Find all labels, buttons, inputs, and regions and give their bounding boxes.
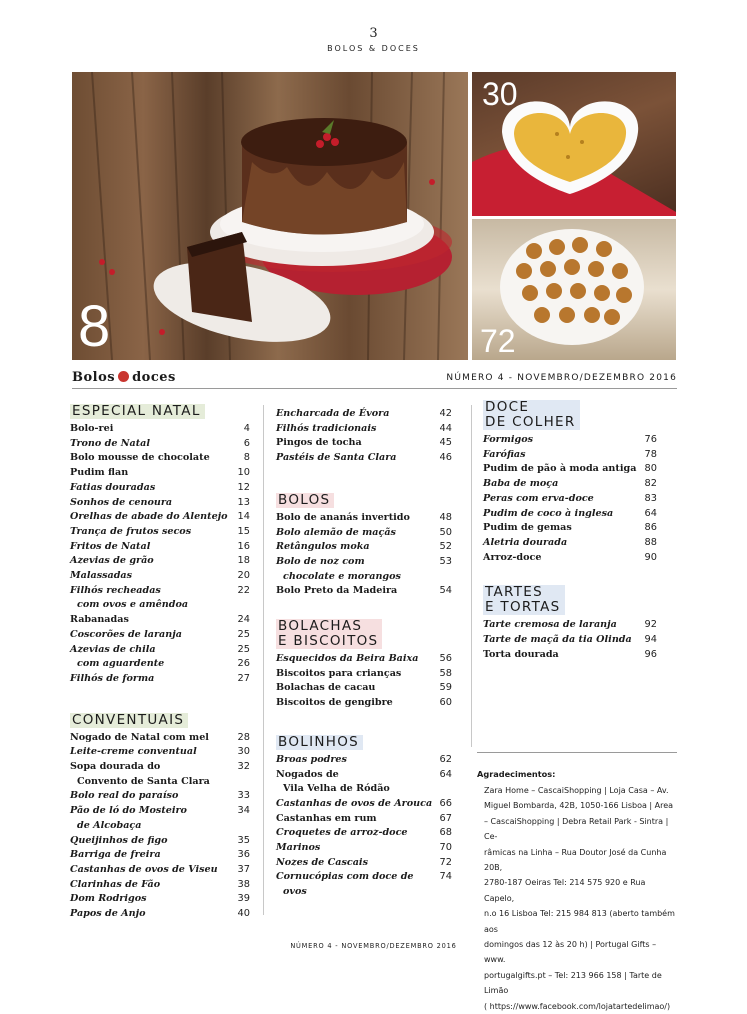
toc-entry-title: Broas podres bbox=[276, 753, 347, 765]
toc-entry bbox=[70, 760, 250, 789]
toc-entry-page: 48 bbox=[439, 511, 452, 523]
toc-entry-title: Arroz-doce bbox=[483, 551, 542, 563]
toc-entry-page: 30 bbox=[237, 746, 250, 758]
acknowledgements-text bbox=[477, 783, 677, 1014]
toc-entry-title: Esquecidos da Beira Baixa bbox=[276, 653, 419, 665]
toc-entry-page: 35 bbox=[237, 834, 250, 846]
toc-entry-title: Coscorões de laranja bbox=[70, 628, 182, 640]
toc-entry-page: 22 bbox=[237, 584, 250, 596]
toc-list bbox=[70, 731, 250, 922]
toc-entry-page: 64 bbox=[439, 768, 452, 780]
toc-entry bbox=[70, 672, 250, 687]
toc-column-2 bbox=[276, 400, 452, 900]
toc-entry bbox=[276, 511, 452, 526]
heart-creme-photo bbox=[472, 72, 676, 216]
toc-entry-page: 34 bbox=[237, 805, 250, 817]
section-title: ESPECIAL NATAL bbox=[70, 404, 205, 419]
toc-entry bbox=[276, 407, 452, 422]
toc-entry-page: 72 bbox=[439, 856, 452, 868]
toc-entry bbox=[70, 525, 250, 540]
toc-entry bbox=[70, 907, 250, 922]
toc-entry-title: Pudim de coco à inglesa bbox=[483, 507, 614, 519]
section-conventuais bbox=[70, 709, 250, 922]
chocolate-cake-illustration bbox=[72, 72, 468, 360]
acknowledgements-line: domingos das 12 às 20 h) | Portugal Gifts – www. bbox=[484, 940, 657, 965]
toc-entry-title: Bolo de ananás invertido bbox=[276, 511, 410, 523]
acknowledgements-line: Zara Home – CascaiShopping | Loja Casa – Av. bbox=[484, 786, 669, 795]
toc-entry bbox=[70, 731, 250, 746]
toc-entry bbox=[276, 526, 452, 541]
toc-entry-page: 38 bbox=[237, 878, 250, 890]
section-title: BOLACHAS E BISCOITOS bbox=[276, 619, 382, 649]
toc-list bbox=[276, 511, 452, 599]
toc-entry bbox=[483, 477, 657, 492]
toc-entry-page: 70 bbox=[439, 842, 452, 854]
toc-column-1 bbox=[70, 400, 250, 922]
toc-entry-page: 56 bbox=[439, 653, 452, 665]
toc-entry bbox=[70, 451, 250, 466]
page-ref-label: 8 bbox=[78, 294, 111, 359]
toc-entry bbox=[70, 657, 250, 672]
toc-entry bbox=[70, 496, 250, 511]
toc-entry bbox=[70, 569, 250, 584]
toc-list bbox=[276, 407, 452, 466]
toc-entry-title: Clarinhas de Fão bbox=[70, 878, 161, 890]
toc-entry-page: 82 bbox=[644, 478, 657, 490]
toc-list bbox=[70, 422, 250, 687]
toc-entry-subtitle: chocolate e morangos bbox=[283, 570, 401, 582]
toc-entry-page: 26 bbox=[237, 658, 250, 670]
acknowledgements bbox=[477, 752, 677, 1014]
page-ref-label: 72 bbox=[480, 323, 516, 359]
toc-entry-title: Trono de Natal bbox=[70, 437, 151, 449]
toc-entry-title: Pastéis de Santa Clara bbox=[276, 452, 397, 464]
toc-entry bbox=[276, 667, 452, 682]
acknowledgements-line: 2780-187 Oeiras Tel: 214 575 920 e Rua Capelo, bbox=[484, 878, 646, 903]
acknowledgements-line: râmicas na Linha – Rua Doutor José da Cunha 20B, bbox=[484, 847, 667, 873]
toc-entry bbox=[70, 554, 250, 569]
toc-entry bbox=[70, 863, 250, 878]
toc-entry-page: 96 bbox=[644, 648, 657, 660]
column-divider bbox=[263, 405, 264, 915]
toc-entry-title: Trança de frutos secos bbox=[70, 525, 192, 537]
toc-entry-page: 40 bbox=[237, 908, 250, 920]
toc-entry bbox=[483, 433, 657, 448]
page-number: 3 bbox=[369, 26, 378, 41]
toc-entry-page: 53 bbox=[439, 555, 452, 567]
toc-entry-title: Croquetes de arroz-doce bbox=[276, 827, 408, 839]
toc-entry bbox=[483, 618, 657, 633]
acknowledgements-title: Agradecimentos: bbox=[477, 769, 556, 779]
section-bolachas bbox=[276, 619, 452, 711]
toc-entry-page: 78 bbox=[644, 448, 657, 460]
toc-entry-page: 92 bbox=[644, 619, 657, 631]
brand-right: doces bbox=[132, 370, 176, 385]
acknowledgements-line: – CascaiShopping | Debra Retail Park - Sintra | Ce- bbox=[484, 816, 669, 842]
toc-entry-title: Pudim de gemas bbox=[483, 522, 572, 534]
toc-entry bbox=[483, 551, 657, 566]
toc-entry-subtitle: Vila Velha de Ródão bbox=[283, 783, 390, 795]
toc-entry-page: 14 bbox=[237, 511, 250, 523]
toc-entry-subtitle: ovos bbox=[283, 886, 307, 898]
toc-entry-title: Leite-creme conventual bbox=[70, 746, 197, 758]
section-doce-de-colher bbox=[483, 400, 657, 565]
toc-entry-page: 67 bbox=[439, 812, 452, 824]
toc-entry-page: 46 bbox=[439, 452, 452, 464]
toc-entry-title: Fatias douradas bbox=[70, 481, 156, 493]
toc-entry-title: Tarte cremosa de laranja bbox=[483, 619, 617, 631]
toc-entry-title: Castanhas em rum bbox=[276, 812, 377, 824]
page-ref-label: 30 bbox=[482, 76, 518, 112]
toc-entry-title: Nogados de bbox=[276, 768, 339, 780]
acknowledgements-line: ( https://www.facebook.com/lojatartedelimao/) bbox=[484, 1001, 671, 1011]
toc-entry-page: 88 bbox=[644, 536, 657, 548]
toc-entry-title: Bolo-rei bbox=[70, 423, 114, 434]
toc-entry-title: Peras com erva-doce bbox=[483, 492, 594, 504]
toc-entry bbox=[276, 555, 452, 584]
toc-entry-page: 16 bbox=[237, 540, 250, 552]
toc-entry-page: 74 bbox=[439, 871, 452, 883]
toc-entry-page: 8 bbox=[243, 452, 250, 464]
toc-entry-page: 25 bbox=[237, 628, 250, 640]
toc-entry bbox=[483, 536, 657, 551]
toc-entry-page: 94 bbox=[644, 634, 657, 646]
brand-logo bbox=[72, 370, 176, 385]
toc-entry-page: 62 bbox=[439, 753, 452, 765]
toc-entry bbox=[70, 789, 250, 804]
toc-entry bbox=[70, 510, 250, 525]
toc-entry-page: 45 bbox=[439, 437, 452, 449]
acknowledgements-line: portugalgifts.pt – Tel: 213 966 158 | Tarte de Limão bbox=[484, 970, 662, 996]
toc-entry-page: 52 bbox=[439, 541, 452, 553]
toc-entry-title: Farófias bbox=[483, 448, 526, 460]
toc-entry-title: Orelhas de abade do Alentejo bbox=[70, 511, 228, 523]
toc-entry-title: Papos de Anjo bbox=[70, 908, 146, 920]
toc-entry bbox=[70, 422, 250, 437]
toc-list bbox=[276, 753, 452, 900]
toc-entry-page: 27 bbox=[237, 672, 250, 684]
toc-entry bbox=[70, 466, 250, 481]
toc-entry-page: 44 bbox=[439, 422, 452, 434]
toc-entry-title: Biscoitos de gengibre bbox=[276, 697, 393, 709]
toc-entry-page: 42 bbox=[439, 408, 452, 419]
footer: NÚMERO 4 - NOVEMBRO/DEZEMBRO 2016 bbox=[290, 942, 457, 950]
toc-entry-title: Azevias de chila bbox=[70, 643, 156, 655]
toc-entry bbox=[70, 628, 250, 643]
chocolate-cake-photo bbox=[72, 72, 468, 360]
toc-entry-page: 64 bbox=[644, 507, 657, 519]
toc-entry bbox=[70, 584, 250, 613]
bolinhos-plate-photo bbox=[472, 219, 676, 360]
toc-entry-title: Pudim flan bbox=[70, 467, 129, 479]
toc-entry bbox=[276, 681, 452, 696]
toc-entry bbox=[276, 870, 452, 899]
toc-entry bbox=[276, 826, 452, 841]
toc-entry-page: 24 bbox=[237, 614, 250, 626]
section-title: CONVENTUAIS bbox=[70, 713, 188, 728]
toc-entry-subtitle: de Alcobaça bbox=[77, 819, 142, 831]
toc-entry-title: Bolo mousse de chocolate bbox=[70, 452, 210, 464]
toc-entry-title: Nozes de Cascais bbox=[276, 856, 368, 868]
toc-entry-title: Fritos de Natal bbox=[70, 540, 151, 552]
toc-entry-title: Sopa dourada do bbox=[70, 761, 161, 773]
toc-entry-page: 15 bbox=[237, 525, 250, 537]
toc-entry-title: Baba de moça bbox=[483, 478, 559, 490]
toc-entry-page: 37 bbox=[237, 863, 250, 875]
section-bolos bbox=[276, 489, 452, 599]
toc-entry-page: 28 bbox=[237, 731, 250, 743]
toc-entry-page: 90 bbox=[644, 551, 657, 563]
column-divider bbox=[471, 405, 472, 747]
toc-entry-page: 86 bbox=[644, 522, 657, 534]
toc-entry bbox=[276, 856, 452, 871]
toc-entry-page: 50 bbox=[439, 526, 452, 538]
toc-entry bbox=[70, 878, 250, 893]
toc-entry-page: 80 bbox=[644, 463, 657, 475]
toc-entry-title: Bolo real do paraíso bbox=[70, 790, 179, 802]
toc-entry bbox=[276, 812, 452, 827]
toc-entry-title: Dom Rodrigos bbox=[70, 893, 147, 905]
toc-entry-title: Biscoitos para crianças bbox=[276, 667, 402, 679]
toc-entry-title: Bolo de noz com bbox=[276, 555, 365, 567]
toc-entry-page: 66 bbox=[439, 797, 452, 809]
toc-entry-title: Castanhas de ovos de Viseu bbox=[70, 863, 218, 875]
toc-entry-title: Sonhos de cenoura bbox=[70, 496, 173, 508]
toc-entry-title: Aletria dourada bbox=[483, 536, 568, 548]
toc-entry bbox=[483, 492, 657, 507]
section-title: BOLINHOS bbox=[276, 735, 363, 750]
section-title: BOLOS bbox=[276, 493, 334, 508]
toc-entry-title: Filhós recheadas bbox=[70, 584, 161, 596]
toc-list bbox=[276, 652, 452, 711]
toc-entry bbox=[276, 841, 452, 856]
toc-entry-title: Torta dourada bbox=[483, 648, 559, 660]
toc-entry bbox=[70, 643, 250, 658]
toc-entry-title: Azevias de grão bbox=[70, 555, 154, 567]
toc-entry-title: com aguardente bbox=[77, 658, 165, 670]
toc-entry-page: 4 bbox=[243, 423, 250, 434]
toc-entry-title: Filhós tradicionais bbox=[276, 422, 377, 434]
toc-entry bbox=[483, 521, 657, 536]
section-bolinhos bbox=[276, 731, 452, 900]
toc-entry-page: 10 bbox=[237, 467, 250, 479]
toc-entry-title: Marinos bbox=[276, 842, 321, 854]
section-tartes bbox=[483, 585, 657, 662]
toc-entry-page: 25 bbox=[237, 643, 250, 655]
toc-entry-title: Formigos bbox=[483, 434, 534, 445]
toc-entry bbox=[483, 507, 657, 522]
toc-entry-title: Pingos de tocha bbox=[276, 437, 362, 449]
toc-entry-page: 59 bbox=[439, 682, 452, 694]
section-especial-natal bbox=[70, 400, 250, 687]
toc-entry-page: 60 bbox=[439, 697, 452, 709]
toc-entry bbox=[483, 648, 657, 663]
brand-dot-icon bbox=[118, 371, 129, 382]
toc-entry bbox=[276, 540, 452, 555]
toc-entry-page: 6 bbox=[243, 437, 250, 449]
toc-entry-page: 76 bbox=[644, 434, 657, 445]
issue-label: NÚMERO 4 - NOVEMBRO/DEZEMBRO 2016 bbox=[446, 373, 677, 383]
toc-entry-page: 32 bbox=[237, 761, 250, 773]
toc-entry-page: 39 bbox=[237, 893, 250, 905]
toc-entry-subtitle: com ovos e amêndoa bbox=[77, 599, 189, 611]
toc-entry-page: 20 bbox=[237, 570, 250, 582]
toc-entry bbox=[276, 422, 452, 437]
toc-entry-page: 83 bbox=[644, 492, 657, 504]
toc-entry-page: 54 bbox=[439, 585, 452, 597]
toc-entry-page: 33 bbox=[237, 790, 250, 802]
toc-entry bbox=[70, 834, 250, 849]
section-title: TARTES E TORTAS bbox=[483, 585, 565, 615]
toc-entry-title: Tarte de maçã da tia Olinda bbox=[483, 634, 632, 646]
toc-entry-title: Cornucópias com doce de bbox=[276, 871, 414, 883]
brand-left: Bolos bbox=[72, 370, 116, 385]
toc-entry bbox=[483, 633, 657, 648]
toc-entry bbox=[276, 696, 452, 711]
toc-entry bbox=[70, 892, 250, 907]
toc-list bbox=[483, 618, 657, 662]
toc-entry-title: Queijinhos de figo bbox=[70, 834, 168, 846]
section-label: BOLOS & DOCES bbox=[327, 44, 420, 53]
toc-entry bbox=[70, 481, 250, 496]
section-title: DOCE DE COLHER bbox=[483, 400, 580, 430]
toc-entry-page: 13 bbox=[237, 496, 250, 508]
toc-entry-title: Pudim de pão à moda antiga bbox=[483, 463, 637, 475]
acknowledgements-line: n.o 16 Lisboa Tel: 215 984 813 (aberto também aos bbox=[484, 909, 675, 934]
masthead bbox=[72, 370, 677, 389]
toc-entry-page: 36 bbox=[237, 849, 250, 861]
acknowledgements-line: Miguel Bombarda, 42B, 1050-166 Lisboa | Area bbox=[484, 801, 674, 811]
toc-list bbox=[483, 433, 657, 565]
toc-entry bbox=[276, 451, 452, 466]
toc-entry-title: Malassadas bbox=[70, 570, 133, 582]
toc-entry bbox=[70, 613, 250, 628]
toc-entry bbox=[70, 745, 250, 760]
toc-entry-title: Bolachas de cacau bbox=[276, 682, 376, 694]
toc-entry bbox=[70, 848, 250, 863]
toc-entry bbox=[70, 540, 250, 555]
toc-entry-page: 12 bbox=[237, 481, 250, 493]
toc-entry-page: 58 bbox=[439, 667, 452, 679]
toc-entry-title: Bolo Preto da Madeira bbox=[276, 585, 398, 597]
toc-entry-page: 68 bbox=[439, 827, 452, 839]
toc-entry-page: 18 bbox=[237, 555, 250, 567]
toc-entry bbox=[70, 437, 250, 452]
toc-entry-title: Filhós de forma bbox=[70, 672, 155, 684]
toc-entry bbox=[70, 804, 250, 833]
toc-entry-title: Rabanadas bbox=[70, 614, 129, 626]
toc-entry bbox=[276, 652, 452, 667]
toc-column-3 bbox=[483, 400, 657, 662]
toc-entry-title: Encharcada de Évora bbox=[276, 408, 390, 419]
toc-entry bbox=[483, 462, 657, 477]
toc-entry-title: Pão de ló do Mosteiro bbox=[70, 805, 187, 817]
toc-entry-subtitle: Convento de Santa Clara bbox=[77, 775, 210, 787]
toc-entry bbox=[276, 436, 452, 451]
toc-entry-title: Barriga de freira bbox=[70, 849, 161, 861]
toc-entry bbox=[276, 768, 452, 797]
toc-entry-title: Nogado de Natal com mel bbox=[70, 731, 209, 743]
toc-entry-title: Bolo alemão de maçãs bbox=[276, 526, 396, 538]
toc-entry-title: Retângulos moka bbox=[276, 541, 370, 553]
toc-entry bbox=[483, 448, 657, 463]
toc-entry bbox=[276, 753, 452, 768]
toc-entry bbox=[276, 797, 452, 812]
toc-entry-title: Castanhas de ovos de Arouca bbox=[276, 797, 433, 809]
toc-entry bbox=[276, 584, 452, 599]
